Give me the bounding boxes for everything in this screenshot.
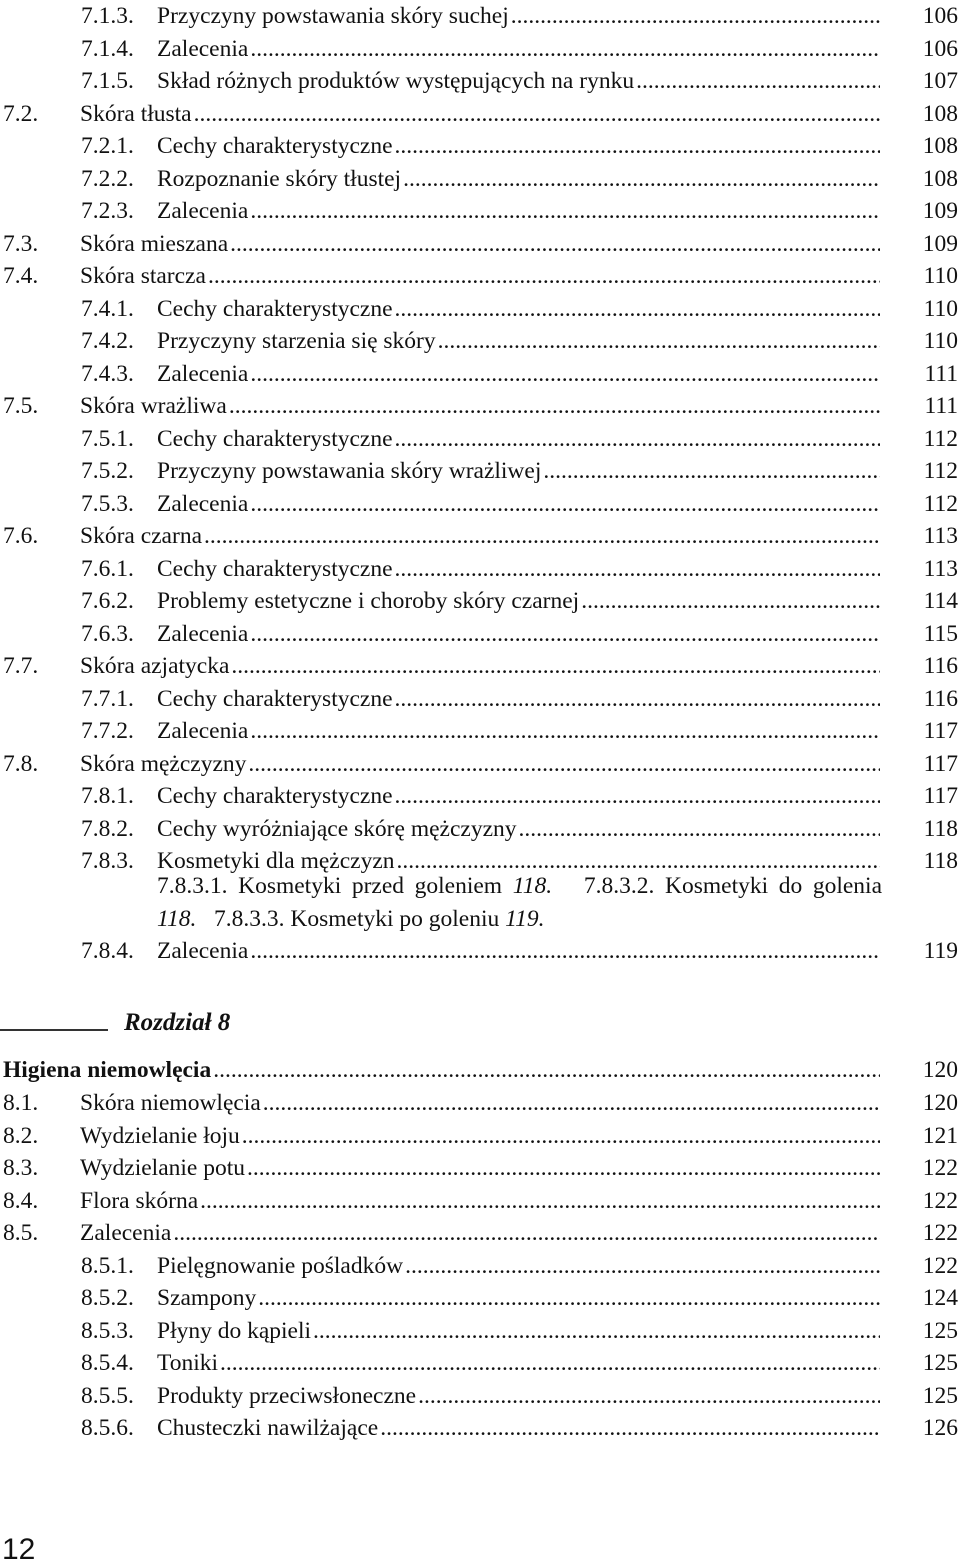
subsection-paragraph [157,870,882,935]
toc-entry-leader [81,293,880,326]
toc-entry-page: 125 [922,1382,958,1409]
toc-entry-page: 118 [923,848,958,874]
toc-entry-leader [81,1315,880,1348]
toc-entry-page: 110 [923,295,958,322]
toc-entry[interactable] [0,650,960,683]
toc-entry-number: 8.3. [3,1155,39,1181]
toc-entry-page: 116 [923,685,958,712]
toc-entry-title: Skład różnych produktów występujących na rynku [157,68,635,94]
toc-entry[interactable] [0,163,960,196]
toc-entry-number: 7.4.3. [81,360,134,387]
dot-leader [395,293,880,326]
dot-leader [250,618,880,651]
dot-leader [395,130,880,163]
toc-entry-leader [81,0,880,33]
toc-entry-number: 7.4.1. [81,295,134,322]
toc-entry[interactable] [0,98,960,131]
dot-leader [250,715,880,748]
toc-entry-page: 124 [922,1285,958,1311]
toc-entry-title: Skóra tłusta [80,100,192,127]
dot-leader [250,195,880,228]
toc-entry-number: 7.4.2. [81,328,134,354]
toc-entry-title: Cechy charakterystyczne [157,425,393,452]
toc-entry-leader [3,390,880,423]
toc-entry-page: 111 [924,393,958,419]
toc-entry-leader [81,163,880,196]
toc-entry-leader [3,748,880,781]
toc-entry-title: Cechy wyróżniające skórę mężczyzny [157,815,517,842]
toc-entry-page: 122 [922,1220,958,1246]
toc-entry[interactable] [0,358,960,391]
toc-entry-title: Przyczyny powstawania skóry wrażliwej [157,458,542,484]
toc-entry-page: 125 [922,1350,958,1376]
dot-leader [581,585,880,618]
toc-entry-leader [81,935,880,968]
toc-entry-leader [81,455,880,488]
toc-entry[interactable] [0,1217,960,1250]
toc-entry[interactable] [0,520,960,553]
toc-entry-page: 117 [923,750,958,777]
dot-leader [250,935,880,968]
toc-entry-title: Wydzielanie łoju [80,1122,240,1149]
toc-entry-number: 7.6.3. [81,620,134,647]
dot-leader [248,748,880,781]
chapter-rule [0,1029,108,1031]
toc-entry-title: Cechy charakterystyczne [157,685,393,712]
dot-leader [395,423,880,456]
dot-leader [380,1412,880,1445]
toc-entry-leader [81,423,880,456]
toc-entry[interactable] [0,935,960,968]
page-number: 12 [2,1533,36,1566]
toc-entry-number: 7.8.3. [81,848,134,874]
toc-entry[interactable] [0,780,960,813]
toc-entry-page: 122 [922,1252,958,1279]
toc-entry-title: Skóra wrażliwa [80,393,227,419]
toc-entry-title: Produkty przeciwsłoneczne [157,1382,417,1409]
toc-entry[interactable] [0,33,960,66]
toc-entry-page: 120 [922,1057,958,1083]
toc-entry-page: 112 [923,490,958,517]
toc-entry-title: Skóra mieszana [80,230,229,257]
toc-entry-page: 113 [923,523,958,549]
dot-leader [250,33,880,66]
toc-entry-title: Skóra starcza [80,263,206,289]
dot-leader [395,553,880,586]
toc-entry-page: 108 [922,133,958,159]
toc-entry-number: 7.6.2. [81,588,134,614]
toc-entry-leader [81,813,880,846]
toc-entry-leader [81,33,880,66]
toc-entry-page: 113 [923,555,958,582]
toc-entry-title: Szampony [157,1285,257,1311]
toc-entry-number: 7.2.1. [81,133,134,159]
toc-entry-title: Higiena niemowlęcia [3,1057,212,1083]
toc-entry-number: 7.8. [3,750,39,777]
toc-entry-number: 8.2. [3,1122,39,1149]
toc-entry-number: 7.5. [3,393,39,419]
toc-entry-leader [81,618,880,651]
toc-entry-title: Pielęgnowanie pośladków [157,1252,404,1279]
toc-entry-number: 7.8.1. [81,783,134,809]
toc-entry-title: Flora skórna [80,1187,199,1214]
toc-entry[interactable] [0,1054,960,1087]
toc-entry-page: 120 [922,1090,958,1116]
dot-leader [405,1250,880,1283]
toc-entry-title: Skóra czarna [80,523,202,549]
toc-entry-leader [81,1250,880,1283]
toc-entry-leader [81,715,880,748]
toc-entry-number: 7.2.2. [81,165,134,192]
toc-entry-page: 122 [922,1155,958,1181]
toc-entry[interactable] [0,748,960,781]
toc-entry-page: 112 [923,458,958,484]
toc-entry[interactable] [0,1347,960,1380]
toc-entry-leader [81,358,880,391]
dot-leader [511,0,880,33]
toc-entry-leader [81,553,880,586]
toc-entry-title: Płyny do kąpieli [157,1317,312,1344]
toc-entry-number: 7.4. [3,263,39,289]
toc-entry-title: Skóra azjatycka [80,653,230,679]
toc-entry-title: Rozpoznanie skóry tłustej [157,165,402,192]
dot-leader [250,358,880,391]
toc-entry-number: 7.5.1. [81,425,134,452]
toc-entry-leader [3,98,880,131]
toc-entry-title: Przyczyny powstawania skóry suchej [157,3,509,29]
toc-entry-title: Zalecenia [80,1220,172,1246]
toc-entry-title: Cechy charakterystyczne [157,295,393,322]
toc-entry-number: 8.4. [3,1187,39,1214]
toc-entry-title: Zalecenia [157,620,249,647]
toc-entry-title: Zalecenia [157,718,249,744]
toc-entry-title: Skóra niemowlęcia [80,1090,261,1116]
toc-entry-leader [3,1087,880,1120]
toc-entry[interactable] [0,1412,960,1445]
toc-entry-page: 107 [922,68,958,94]
toc-entry[interactable] [0,1152,960,1185]
toc-entry-leader [81,1380,880,1413]
toc-entry-leader [3,1054,880,1087]
toc-entry-leader [81,195,880,228]
toc-entry-leader [81,130,880,163]
toc-entry-number: 8.5.4. [81,1350,134,1376]
toc-entry-number: 7.7.2. [81,718,134,744]
toc-entry-title: Przyczyny starzenia się skóry [157,328,436,354]
toc-entry-page: 112 [923,425,958,452]
dot-leader [313,1315,880,1348]
toc-sub-entry[interactable]: 7.8.3.2. Kosmetyki do golenia 118. [157,873,883,932]
chapter-title: Rozdział 8 [124,1009,231,1036]
toc-entry-title: Cechy charakterystyczne [157,133,393,159]
toc-entry-number: 7.8.2. [81,815,134,842]
toc-entry[interactable] [0,1250,960,1283]
toc-entry[interactable] [0,715,960,748]
toc-entry-after-paragraph [0,935,960,968]
toc-entry[interactable] [0,1282,960,1315]
toc-entry-number: 8.5.6. [81,1415,134,1441]
toc-entry-leader [3,1120,880,1153]
toc-entry[interactable] [0,293,960,326]
toc-entry[interactable] [0,1087,960,1120]
dot-leader [173,1217,880,1250]
toc-entry-number: 7.1.5. [81,68,134,94]
dot-leader [418,1380,880,1413]
dot-leader [438,325,880,358]
toc-entry-title: Kosmetyki dla mężczyzn [157,848,395,874]
toc-entry-leader [81,65,880,98]
dot-leader [250,488,880,521]
toc-entry-page: 121 [922,1122,958,1149]
toc-entry-title: Zalecenia [157,938,249,964]
toc-entry[interactable] [0,260,960,293]
dot-leader [200,1185,880,1218]
dot-leader [242,1120,880,1153]
toc-entry-number: 7.6. [3,523,39,549]
toc-entry[interactable] [0,585,960,618]
toc-entry-title: Cechy charakterystyczne [157,555,393,582]
toc-entry-title: Skóra mężczyzny [80,750,247,777]
dot-leader [395,780,880,813]
dot-leader [395,683,880,716]
section-8-heading [0,1054,960,1087]
toc-entry-number: 8.5.5. [81,1382,134,1409]
toc-entry-number: 7.7.1. [81,685,134,712]
toc-entry[interactable] [0,1185,960,1218]
toc-entry-leader [81,488,880,521]
toc-entry-leader [3,1217,880,1250]
toc-entry[interactable] [0,228,960,261]
toc-entry-title: Wydzielanie potu [80,1155,245,1181]
dot-leader [229,390,880,423]
toc-entry-page: 106 [922,35,958,62]
dot-leader [231,650,880,683]
dot-leader [263,1087,880,1120]
toc-entry-number: 8.5.2. [81,1285,134,1311]
toc-entry[interactable] [0,618,960,651]
toc-entry-page: 109 [922,230,958,257]
toc-entry-page: 119 [923,938,958,964]
toc-entry-page: 114 [923,588,958,614]
toc-entry-page: 122 [922,1187,958,1214]
toc-entry-number: 7.2.3. [81,198,134,224]
dot-leader [543,455,880,488]
toc-entry-number: 8.1. [3,1090,39,1116]
toc-entry-leader [3,1152,880,1185]
toc-entry[interactable] [0,553,960,586]
toc-entry[interactable] [0,455,960,488]
dot-leader [194,98,880,131]
toc-entry-leader [3,650,880,683]
toc-entry[interactable] [0,65,960,98]
dot-leader [230,228,880,261]
toc-entry-number: 7.1.4. [81,35,134,62]
dot-leader [258,1282,880,1315]
toc-entry-leader [3,228,880,261]
toc-entry-page: 109 [922,198,958,224]
toc-entry-number: 7.5.2. [81,458,134,484]
toc-entry[interactable] [0,1315,960,1348]
toc-entry-page: 118 [923,815,958,842]
toc-entry[interactable] [0,325,960,358]
toc-entry[interactable] [0,390,960,423]
toc-entry-number: 7.3. [3,230,39,257]
toc-entry-number: 8.5.3. [81,1317,134,1344]
toc-entry-title: Zalecenia [157,360,249,387]
toc-entry-leader [81,683,880,716]
toc-entry[interactable] [0,1380,960,1413]
toc-entry-number: 7.7. [3,653,39,679]
toc-entry-number: 7.8.4. [81,938,134,964]
toc-entry-page: 116 [923,653,958,679]
toc-entry-number: 7.2. [3,100,39,127]
toc-entry-leader [3,260,880,293]
toc-entry-page: 126 [922,1415,958,1441]
toc-entry-title: Toniki [157,1350,219,1376]
toc-entry-number: 7.1.3. [81,3,134,29]
toc-entry[interactable] [0,0,960,33]
toc-entry-number: 7.6.1. [81,555,134,582]
toc-entry-title: Cechy charakterystyczne [157,783,393,809]
chapter-heading [0,1005,400,1045]
toc-entry-page: 108 [922,100,958,127]
toc-sub-entry[interactable]: 7.8.3.1. Kosmetyki przed goleniem 118. [157,873,553,899]
toc-entry-page: 111 [924,360,958,387]
dot-leader [204,520,880,553]
toc-entry-page: 115 [923,620,958,647]
dot-leader [208,260,880,293]
dot-leader [519,813,881,846]
toc-entry-leader [81,325,880,358]
toc-entry-page: 106 [922,3,958,29]
toc-entry-title: Zalecenia [157,198,249,224]
dot-leader [213,1054,880,1087]
toc-entry-leader [81,1282,880,1315]
toc-entry[interactable] [0,130,960,163]
toc-entry-number: 8.5.1. [81,1252,134,1279]
toc-entry[interactable] [0,423,960,456]
toc-entry-page: 110 [923,328,958,354]
toc-entry-page: 125 [922,1317,958,1344]
dot-leader [247,1152,880,1185]
section-8-entries [0,1087,960,1445]
toc-entry-page: 117 [923,783,958,809]
dot-leader [220,1347,880,1380]
toc-entry-leader [3,1185,880,1218]
toc-entry-leader [3,520,880,553]
toc-entry-leader [81,780,880,813]
toc-entry-number: 7.5.3. [81,490,134,517]
dot-leader [636,65,880,98]
toc-entry-leader [81,1412,880,1445]
toc-entry-title: Chusteczki nawilżające [157,1415,379,1441]
toc-sub-entry[interactable]: 7.8.3.3. Kosmetyki po goleniu 119. [214,905,545,932]
toc-entry-page: 108 [922,165,958,192]
toc-entry[interactable] [0,1120,960,1153]
toc-entry-leader [81,1347,880,1380]
toc-entry[interactable] [0,683,960,716]
toc-entry[interactable] [0,195,960,228]
toc-entry-title: Zalecenia [157,35,249,62]
toc-entry-number: 8.5. [3,1220,39,1246]
toc-entry[interactable] [0,488,960,521]
toc-entry-page: 117 [923,718,958,744]
toc-entry-title: Zalecenia [157,490,249,517]
toc-entry-leader [81,585,880,618]
toc-entry-title: Problemy estetyczne i choroby skóry czarnej [157,588,580,614]
toc-entry-page: 110 [923,263,958,289]
dot-leader [403,163,880,196]
toc-entry[interactable] [0,813,960,846]
